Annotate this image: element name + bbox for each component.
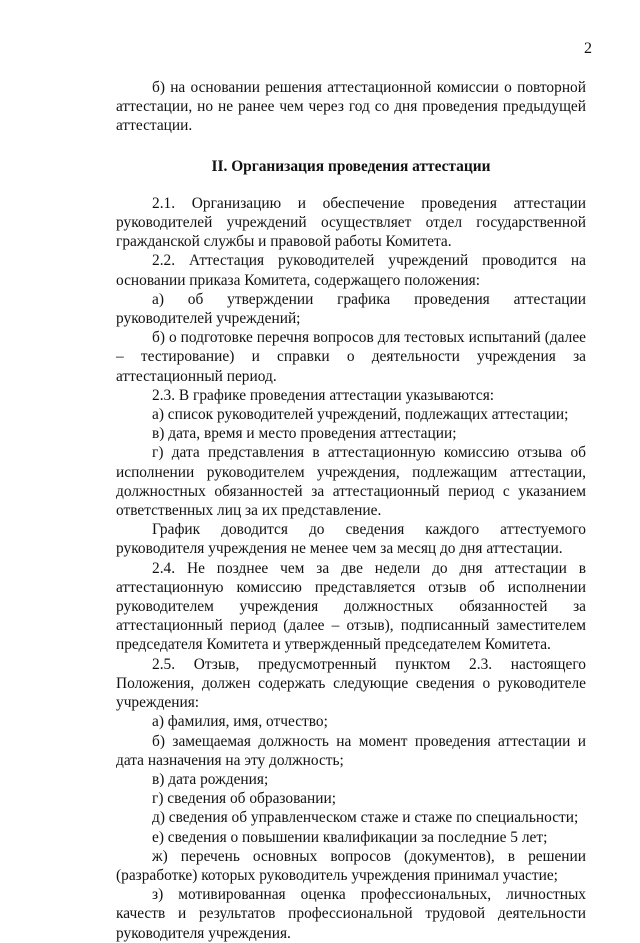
list-item-2-2-a: а) об утверждении графика проведения аттестации руководителей учреждений;	[116, 290, 586, 328]
list-item-2-5-e: е) сведения о повышении квалификации за последние 5 лет;	[152, 828, 548, 846]
section-heading: II. Организация проведения аттестации	[211, 157, 491, 175]
list-item-2-3-a: а) список руководителей учреждений, подлежащих аттестации;	[152, 406, 569, 424]
paragraph-2-5: 2.5. Отзыв, предусмотренный пунктом 2.3. настоящего Положения, должен содержать следующие сведения о руководителе учреждения:	[116, 655, 586, 712]
schedule-notice-paragraph: График доводится до сведения каждого аттестуемого руководителя учреждения не менее чем за месяц до дня аттестации.	[116, 521, 586, 558]
paragraph-2-3: 2.3. В графике проведения аттестации указываются:	[152, 386, 495, 404]
list-item-2-5-a: а) фамилия, имя, отчество;	[152, 713, 328, 731]
list-item-2-3-v: в) дата, время и место проведения аттестации;	[152, 425, 457, 443]
paragraph-2-2: 2.2. Аттестация руководителей учреждений проводится на основании приказа Комитета, содержащего положения:	[116, 252, 586, 289]
paragraph-2-4: 2.4. Не позднее чем за две недели до дня аттестации в аттестационную комиссию представляется отзыв об исполнении руководителем учреждения должностных обязанностей за аттестационный период (далее – отзыв), подписанный заместителем председателя Комитета и утвержденный председателем Комитета.	[116, 559, 586, 654]
list-item-2-2-b: б) о подготовке перечня вопросов для тестовых испытаний (далее – тестирование) и справки о деятельности учреждения за аттестационный период.	[116, 329, 586, 385]
list-item-2-5-b: б) замещаемая должность на момент проведения аттестации и дата назначения на эту должность;	[116, 732, 586, 769]
page-number: 2	[584, 40, 592, 57]
list-item-2-5-d: д) сведения об управленческом стаже и стаже по специальности;	[152, 809, 579, 827]
intro-paragraph: б) на основании решения аттестационной комиссии о повторной аттестации, но не ранее чем через год со дня проведения предыдущей аттестации.	[116, 79, 586, 135]
list-item-2-5-zh: ж) перечень основных вопросов (документов), в решении (разработке) которых руководитель учреждения принимал участие;	[116, 847, 586, 884]
paragraph-2-1: 2.1. Организацию и обеспечение проведения аттестации руководителей учреждений осуществляет отдел государственной гражданской службы и правовой работы Комитета.	[116, 194, 586, 251]
list-item-2-5-z: з) мотивированная оценка профессиональных, личностных качеств и результатов профессиональной трудовой деятельности руководителя учреждения.	[116, 886, 586, 942]
document-body	[116, 78, 586, 943]
list-item-2-3-g: г) дата представления в аттестационную комиссию отзыва об исполнении руководителем учреждения, подлежащим аттестации, должностных обязанностей за аттестационный период с указанием ответственных лиц за их представление.	[116, 444, 586, 520]
list-item-2-5-g: г) сведения об образовании;	[152, 790, 336, 808]
list-item-2-5-v: в) дата рождения;	[152, 770, 269, 788]
